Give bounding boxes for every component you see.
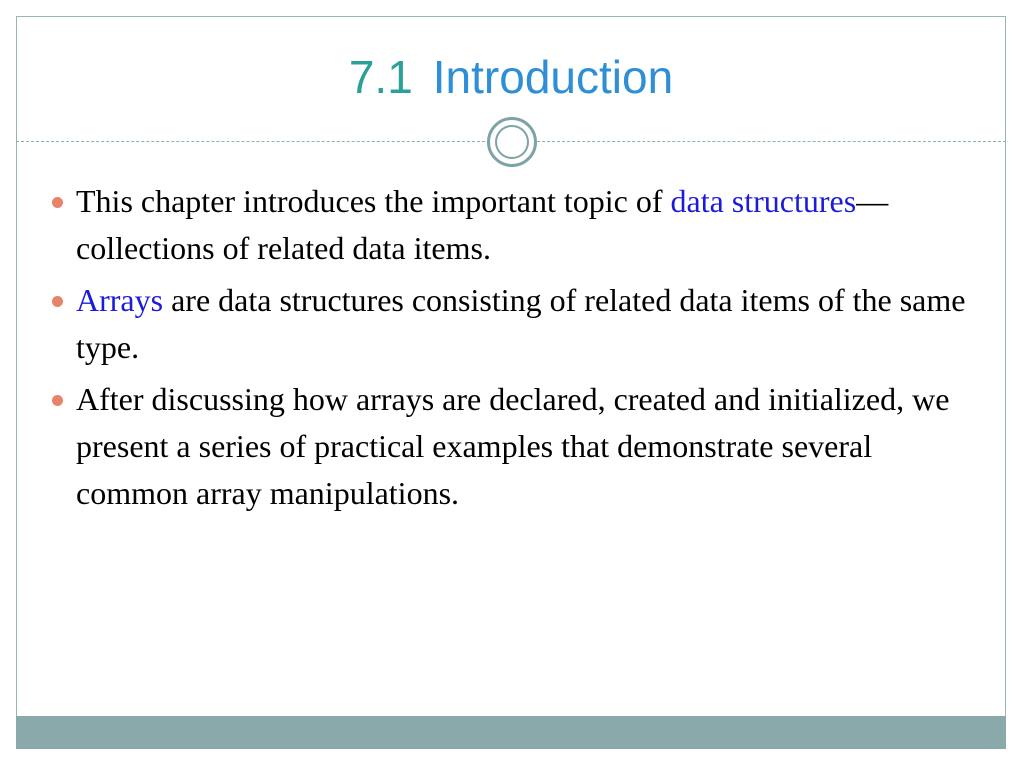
bullet-text-part2: are data structures consisting of related data items of the same type. [76, 282, 966, 365]
bullet-text-part1: After discussing how arrays are declared, created and initialized, we present a series of practical examples that demonstrate several common array manipulations. [76, 381, 950, 511]
bullet-dot-icon [52, 395, 63, 406]
bullet-highlight: Arrays [76, 282, 164, 318]
bullet-item [48, 376, 973, 517]
bullet-list [48, 178, 973, 522]
bullet-text-part2: —collections of related data items. [76, 183, 889, 266]
circle-ornament-icon [487, 117, 537, 167]
circle-ornament-inner [495, 125, 529, 159]
bullet-text-part1: This chapter introduces the important topic of [76, 183, 671, 219]
footer-bar [16, 716, 1006, 749]
title-text: Introduction [432, 51, 674, 103]
bullet-highlight: data structures [670, 183, 857, 219]
title-number: 7.1 [348, 51, 413, 103]
slide-title [16, 48, 1006, 106]
bullet-dot-icon [52, 296, 63, 307]
bullet-item [48, 277, 973, 371]
bullet-item [48, 178, 973, 272]
bullet-dot-icon [52, 197, 63, 208]
